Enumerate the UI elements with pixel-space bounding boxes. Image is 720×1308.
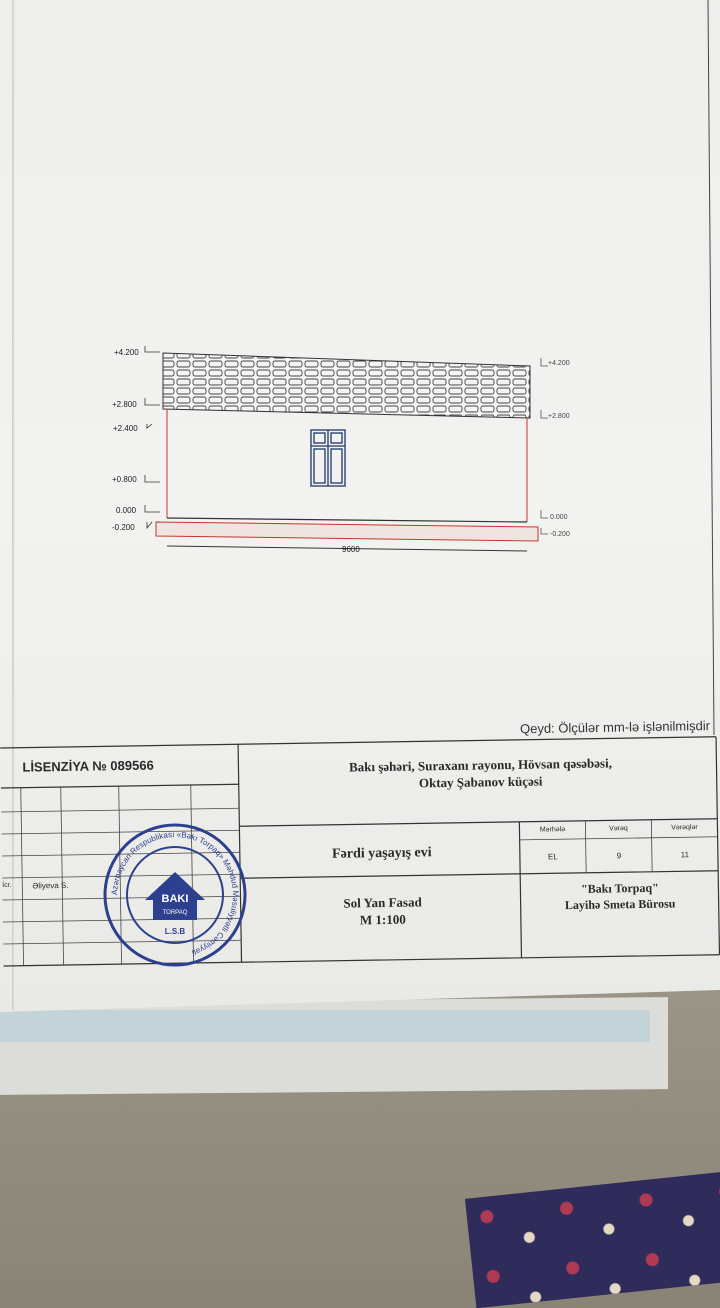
stage-header: Mərhələ <box>539 826 566 834</box>
level-left-2400: +2.400 <box>113 424 138 433</box>
bureau-name <box>522 879 717 914</box>
level-left-0800: +0.800 <box>112 475 137 484</box>
level-right-m0200: -0.200 <box>550 531 570 538</box>
underlying-blue-strip <box>0 1010 650 1042</box>
left-level-marks <box>145 346 160 528</box>
sheets-value: 11 <box>680 850 690 860</box>
project-address <box>250 753 710 794</box>
author-role: İcr. <box>2 881 12 889</box>
stage-value: EL <box>547 852 558 862</box>
level-right-4200: +4.200 <box>548 360 570 367</box>
license-number: LİSENZİYA № 089566 <box>22 757 154 775</box>
address-line-1: Bakı şəhəri, Suraxanı rayonu, Hövsan qəsəbəsi, <box>348 755 613 775</box>
company-stamp <box>100 820 250 970</box>
sheets-header: Vərəqlər <box>671 824 698 832</box>
sheet-name: Sol Yan Fasad <box>343 894 422 911</box>
stamp-center-line-2: TORPAQ <box>162 910 188 916</box>
width-dimension-label: 9600 <box>342 545 360 554</box>
ground-line <box>167 518 527 522</box>
window <box>311 430 345 486</box>
bureau-line-1: "Bakı Torpaq" <box>580 880 659 896</box>
sheet-scale: M 1:100 <box>359 911 406 928</box>
stamp-ring-text: Azərbaycan Respublikası «Bakı Torpaq» Məhdud Məsuliyyətli Cəmiyyəti <box>109 829 241 958</box>
dimension-note: Qeyd: Ölçülər mm-lə işlənilmişdir <box>519 717 711 737</box>
sheet-value: 9 <box>616 851 622 861</box>
level-left-m0200: -0.200 <box>112 523 135 532</box>
roof-tiles <box>163 353 530 418</box>
project-name: Fərdi yaşayış evi <box>331 845 432 862</box>
stamp-initials: L.S.B <box>164 927 186 936</box>
stamp-center-line-1: BAKI <box>161 893 189 905</box>
foundation <box>156 522 538 541</box>
sheet-header: Vərəq <box>609 825 628 833</box>
right-level-marks <box>541 358 548 534</box>
level-left-0000: 0.000 <box>116 506 137 515</box>
address-line-2: Oktay Şabanov küçəsi <box>418 773 543 791</box>
level-left-2800: +2.800 <box>112 400 137 409</box>
bureau-line-2: Layihə Smeta Bürosu <box>564 896 676 913</box>
author-name: Əliyeva S. <box>32 880 69 891</box>
frame-right-border <box>708 0 714 735</box>
level-right-2800: +2.800 <box>548 413 570 420</box>
level-right-0000: 0.000 <box>550 514 568 521</box>
level-left-4200: +4.200 <box>114 348 139 357</box>
sheet-title <box>252 892 513 930</box>
